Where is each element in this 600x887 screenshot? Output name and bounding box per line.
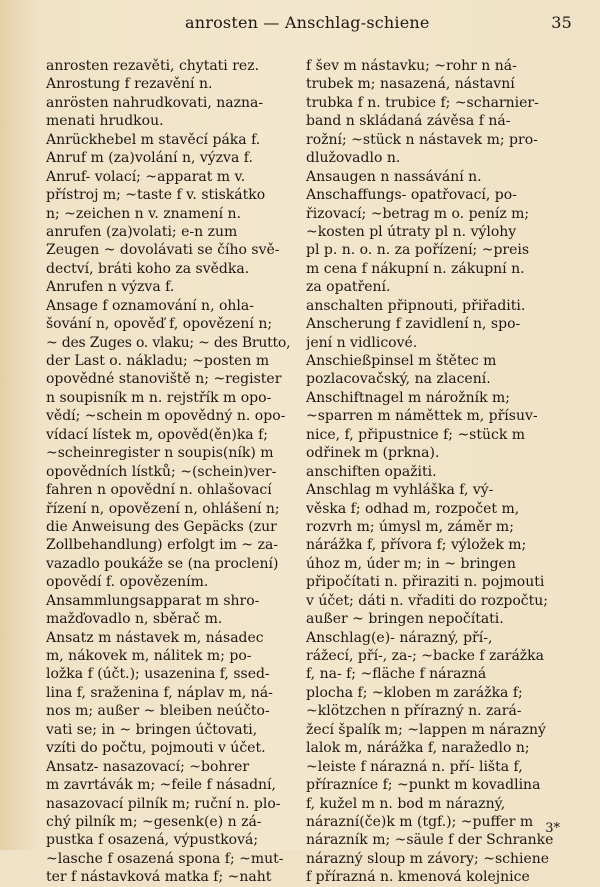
dictionary-line: Zeugen ~ dovolávati se čího svě- bbox=[46, 242, 280, 259]
dictionary-line: lalok m, nárážka f, naražedlo n; bbox=[306, 740, 530, 757]
dictionary-line: anschiften opažiti. bbox=[306, 463, 437, 480]
dictionary-line: n; ~zeichen n v. znamení n. bbox=[46, 205, 241, 222]
dictionary-line: ~sparren m náměttek m, přísuv- bbox=[306, 408, 538, 425]
dictionary-line: ložka f (účt.); usazenina f, ssed- bbox=[46, 666, 270, 683]
dictionary-line: anrösten nahrudkovati, nazna- bbox=[46, 94, 264, 111]
dictionary-line: nos m; außer ~ bleiben neúčto- bbox=[46, 703, 270, 720]
dictionary-line: anrosten rezavěti, chytati rez. bbox=[46, 58, 260, 74]
dictionary-line: nárazný sloup m závory; ~schiene bbox=[306, 850, 550, 867]
dictionary-line: řízení n, opovězení n, ohlášení n; bbox=[46, 500, 280, 517]
dictionary-line: f šev m nástavku; ~rohr n ná- bbox=[306, 58, 517, 74]
dictionary-line: Anschlag m vyhláška f, vý- bbox=[306, 482, 494, 499]
dictionary-line: band n skládaná závěsa f ná- bbox=[306, 113, 511, 130]
printer-signature: 3* bbox=[545, 821, 560, 836]
dictionary-line: opovědí f. opovězením. bbox=[46, 574, 209, 591]
dictionary-line: m zavrtávák m; ~feile f násadní, bbox=[46, 777, 276, 794]
dictionary-line: jení n vidlicové. bbox=[306, 334, 418, 351]
dictionary-line: nice, f, připustnice f; ~stück m bbox=[306, 426, 526, 443]
dictionary-line: věska f; odhad m, rozpočet m, bbox=[306, 500, 520, 517]
dictionary-line: Ansatz- nasazovací; ~bohrer bbox=[46, 758, 250, 775]
dictionary-line: Anscherung f zavidlení n, spo- bbox=[306, 316, 521, 333]
dictionary-line: plocha f; ~kloben m zarážka f; bbox=[306, 684, 523, 701]
dictionary-line: Ansammlungsapparat m shro- bbox=[46, 592, 260, 609]
dictionary-line: trubek m; nasazená, nástavní bbox=[306, 76, 515, 93]
dictionary-line: Ansaugen n nassávání n. bbox=[306, 168, 482, 185]
dictionary-line: vati se; in ~ bringen účtovati, bbox=[46, 721, 258, 738]
dictionary-line: ~scheinregister n soupis(ník) m bbox=[46, 445, 274, 462]
dictionary-line: v účet; dáti n. vřaditi do rozpočtu; bbox=[306, 592, 548, 609]
dictionary-line: opovědních lístků; ~(schein)ver- bbox=[46, 463, 277, 480]
dictionary-line: Anrückhebel m stavěcí páka f. bbox=[46, 131, 261, 148]
dictionary-line: odřinek m (prkna). bbox=[306, 445, 440, 462]
dictionary-line: pl p. n. o. n. za pořízení; ~preis bbox=[306, 242, 530, 259]
dictionary-line: Anrufen n výzva f. bbox=[46, 279, 175, 296]
dictionary-line: anschalten připnouti, přiřaditi. bbox=[306, 297, 526, 314]
dictionary-line: šování n, opověď f, opovězení n; bbox=[46, 316, 273, 333]
dictionary-line: Ansatz m nástavek m, násadec bbox=[46, 629, 264, 646]
dictionary-line: ~lasche f osazená spona f; ~mut- bbox=[46, 850, 284, 867]
dictionary-line: Anruf- volací; ~apparat m v. bbox=[46, 168, 246, 185]
dictionary-line: Anrostung f rezavění n. bbox=[46, 76, 213, 93]
dictionary-line: vzíti do počtu, pojmouti v účet. bbox=[46, 740, 266, 757]
dictionary-line: lina f, sraženina f, náplav m, ná- bbox=[46, 684, 273, 701]
dictionary-line: přístroj m; ~taste f v. stiskátko bbox=[46, 187, 266, 204]
dictionary-line: ~kosten pl útraty pl n. výlohy bbox=[306, 223, 517, 240]
dictionary-line: f, na- f; ~fläche f nárazná bbox=[306, 666, 487, 683]
dictionary-line: úhoz m, úder m; in ~ bringen bbox=[306, 555, 516, 572]
dictionary-line: nárážka f, přívora f; výložek m; bbox=[306, 537, 527, 554]
dictionary-line: nasazovací pilník m; ruční n. plo- bbox=[46, 795, 281, 812]
dictionary-line: anrufen (za)volati; e-n zum bbox=[46, 223, 238, 240]
header-title: anrosten — Anschlag-schiene bbox=[185, 13, 430, 32]
dictionary-line: m cena f nákupní n. zákupní n. bbox=[306, 260, 525, 277]
dictionary-line: der Last o. nákladu; ~posten m bbox=[46, 353, 270, 369]
dictionary-line: vídací lístek m, opověd(ěn)ka f; bbox=[46, 426, 269, 443]
dictionary-line: f přírazná n. kmenová kolejnice bbox=[306, 869, 530, 886]
dictionary-line: ~klötzchen n přírazný n. zará- bbox=[306, 703, 522, 720]
dictionary-line: vědí; ~schein m opovědný n. opo- bbox=[46, 408, 286, 425]
dictionary-line: připočítati n. přiraziti n. pojmouti bbox=[306, 574, 545, 591]
dictionary-line: nárazník m; ~säule f der Schranke bbox=[306, 832, 554, 849]
dictionary-line: za opatření. bbox=[306, 279, 391, 296]
dictionary-line: rážecí, pří-, za-; ~backe f zarážka bbox=[306, 648, 544, 664]
dictionary-line: m, nákovek m, nálitek m; po- bbox=[46, 648, 252, 664]
dictionary-line: opovědné stanoviště n; ~register bbox=[46, 371, 282, 388]
dictionary-line: trubka f n. trubice f; ~scharnier- bbox=[306, 94, 539, 111]
dictionary-line: menati hrudkou. bbox=[46, 113, 164, 130]
dictionary-line: pozlacovačský, na zlacení. bbox=[306, 371, 491, 388]
dictionary-line: n soupisník m n. rejstřík m opo- bbox=[46, 389, 272, 406]
dictionary-line: pustka f osazená, výpustková; bbox=[46, 832, 259, 849]
dictionary-line: Anschießpinsel m štětec m bbox=[306, 353, 497, 369]
dictionary-line: rozvrh m; úmysl m, záměr m; bbox=[306, 518, 514, 535]
dictionary-line: f, kužel m n. bod m nárazný, bbox=[306, 795, 506, 812]
dictionary-line: dectví, bráti koho za svědka. bbox=[46, 260, 250, 277]
dictionary-line: ter f nástavková matka f; ~naht bbox=[46, 869, 272, 886]
dictionary-line: die Anweisung des Gepäcks (zur bbox=[46, 518, 277, 535]
dictionary-line: rožní; ~stück n nástavek m; pro- bbox=[306, 131, 538, 148]
dictionary-line: Anschiftnagel m nárožník m; bbox=[306, 389, 510, 406]
right-column bbox=[306, 57, 556, 887]
dictionary-line: chý pilník m; ~gesenk(e) n zá- bbox=[46, 813, 262, 830]
dictionary-line: žecí špalík m; ~lappen m nárazný bbox=[306, 721, 546, 738]
dictionary-line: přírazníce f; ~punkt m kovadlina bbox=[306, 777, 541, 794]
dictionary-line: mažďovadlo n, sběrač m. bbox=[46, 611, 223, 628]
left-column bbox=[46, 57, 290, 887]
dictionary-line: außer ~ bringen nepočítati. bbox=[306, 611, 504, 628]
dictionary-line: Anschlag(e)- nárazný, pří-, bbox=[306, 629, 493, 646]
dictionary-line: dlužovadlo n. bbox=[306, 150, 401, 167]
running-header bbox=[0, 13, 600, 37]
dictionary-line: vazadlo poukáže se (na proclení) bbox=[46, 555, 279, 572]
dictionary-line: Anruf m (za)volání n, výzva f. bbox=[46, 150, 253, 167]
dictionary-line: nárazní(če)k m (tgf.); ~puffer m bbox=[306, 813, 534, 830]
dictionary-line: řizovací; ~betrag m o. peníz m; bbox=[306, 205, 530, 222]
dictionary-line: Anschaffungs- opatřovací, po- bbox=[306, 187, 517, 204]
dictionary-line: ~leiste f nárazná n. pří- lišta f, bbox=[306, 758, 523, 775]
page-number: 35 bbox=[551, 13, 572, 32]
dictionary-line: fahren n opovědní n. ohlašovací bbox=[46, 482, 272, 499]
dictionary-line: Ansage f oznamování n, ohla- bbox=[46, 297, 254, 314]
dictionary-line: ~ des Zuges o. vlaku; ~ des Brutto, bbox=[46, 334, 290, 351]
dictionary-line: Zollbehandlung) erfolgt im ~ za- bbox=[46, 537, 279, 554]
